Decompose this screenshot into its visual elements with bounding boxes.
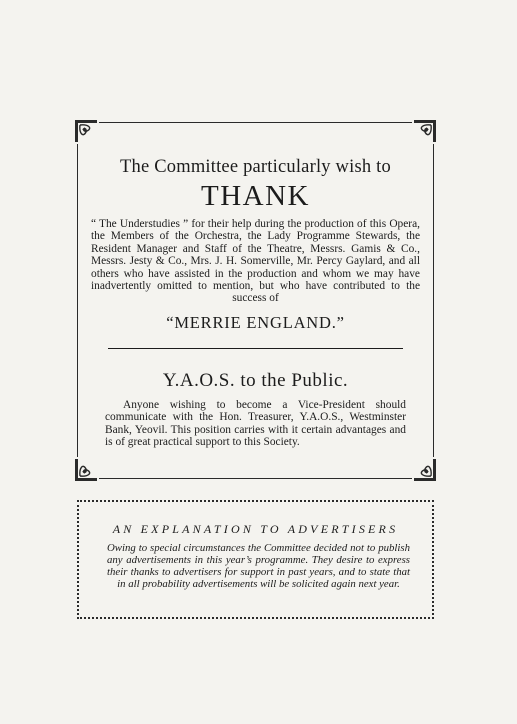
advertisers-heading: AN EXPLANATION TO ADVERTISERS [112,522,399,536]
floral-corner-ornament-icon [412,457,438,483]
committee-heading: The Committee particularly wish to [120,157,391,177]
section-divider [108,348,403,349]
show-title: “MERRIE ENGLAND.” [166,313,345,332]
floral-corner-ornament-icon [412,118,438,144]
yaos-paragraph: Anyone wishing to become a Vice-President should communicate with the Hon. Treasurer, Y.A.O.S., Westminster Bank, Yeovil. This position carries with it certain advantages and is of great practical support to this Society. [105,399,406,449]
thanks-panel [77,122,434,479]
floral-corner-ornament-icon [73,457,99,483]
floral-corner-ornament-icon [73,118,99,144]
advertisers-notice-panel [77,500,434,619]
yaos-heading: Y.A.O.S. to the Public. [162,370,349,391]
thank-heading: THANK [201,180,310,212]
advertisers-paragraph: Owing to special circumstances the Committee decided not to publish any advertisements in this year’s programme. They desire to express their thanks to advertisers for support in past years, and to state that in all probability advertisements will be solicited again next year. [107,542,410,590]
thanks-paragraph: “ The Understudies ” for their help during the production of this Opera, the Members of the Orchestra, the Lady Programme Stewards, the Resident Manager and Staff of the Theatre, Messrs. Gamis & Co., Messrs. Jesty & Co., Mrs. J. H. Somerville, Mr. Percy Gaylard, and all others who have assisted in the production and whom we may have inadvertently omitted to mention, but who have contributed to the success of [91,218,420,305]
